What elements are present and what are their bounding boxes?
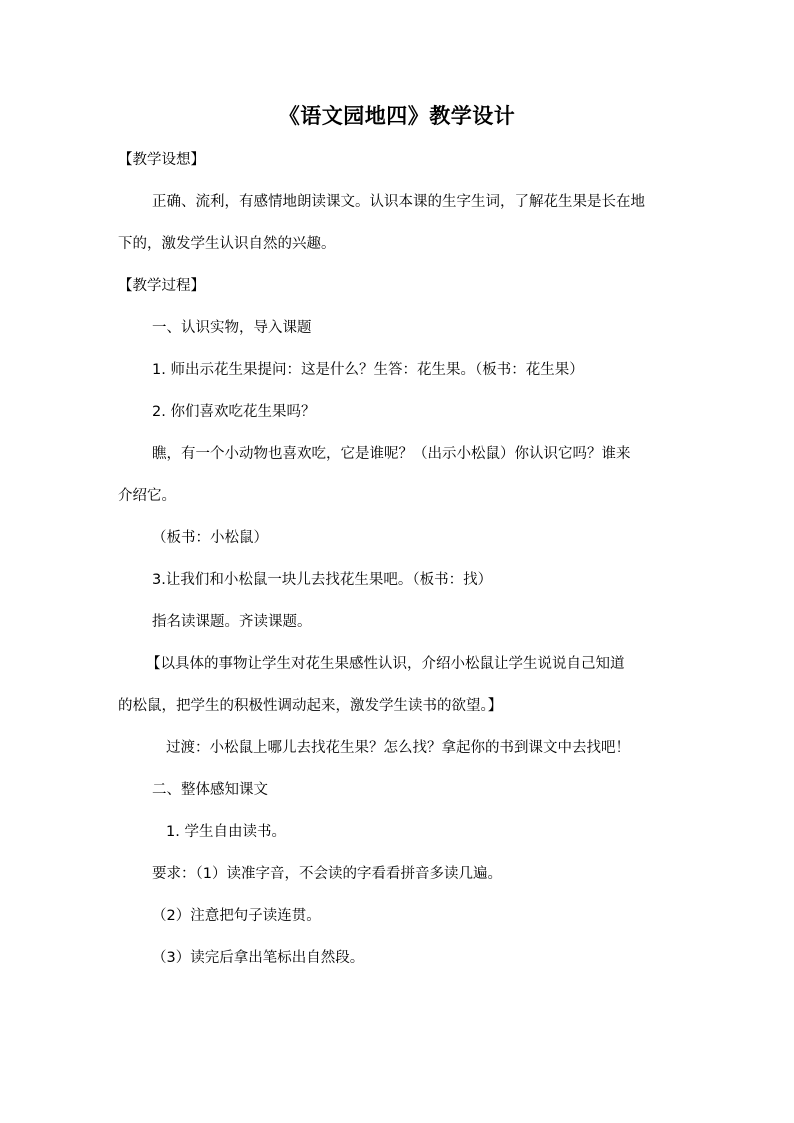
requirement-3: （3）读完后拿出笔标出自然段。: [152, 950, 365, 966]
page-title: 《语文园地四》教学设计: [278, 103, 516, 128]
transition-text: 过渡：小松鼠上哪儿去找花生果？怎么找？拿起你的书到课文中去找吧！: [166, 740, 630, 756]
teaching-note-line-1: 【以具体的事物让学生对花生果感性认识，介绍小松鼠让学生说说自己知道: [146, 656, 625, 672]
step-3: 3.让我们和小松鼠一块儿去找花生果吧。（板书：找）: [152, 572, 493, 588]
part-1-title: 一、认识实物，导入课题: [152, 320, 312, 336]
section-heading-process: 【教学过程】: [118, 278, 205, 294]
design-text-line-2: 下的，激发学生认识自然的兴趣。: [118, 236, 336, 252]
board-note-squirrel: （板书：小松鼠）: [152, 530, 268, 546]
section-heading-design: 【教学设想】: [118, 152, 205, 168]
requirement-1: 要求：（1）读准字音，不会读的字看看拼音多读几遍。: [152, 866, 502, 882]
step-2-text-line-1: 瞧，有一个小动物也喜欢吃，它是谁呢？（出示小松鼠）你认识它吗？谁来: [152, 446, 631, 462]
step-2: 2. 你们喜欢吃花生果吗？: [152, 404, 316, 420]
part-2-step-1: 1. 学生自由读书。: [166, 824, 286, 840]
read-title-instruction: 指名读课题。齐读课题。: [152, 614, 312, 630]
part-2-title: 二、整体感知课文: [152, 782, 268, 798]
step-2-text-line-2: 介绍它。: [118, 488, 176, 504]
step-1: 1. 师出示花生果提问：这是什么？生答：花生果。（板书：花生果）: [152, 362, 584, 378]
requirement-2: （2）注意把句子读连贯。: [152, 908, 321, 924]
design-text-line-1: 正确、流利，有感情地朗读课文。认识本课的生字生词，了解花生果是长在地: [152, 194, 645, 210]
teaching-note-line-2: 的松鼠，把学生的积极性调动起来，激发学生读书的欲望。】: [118, 698, 503, 714]
